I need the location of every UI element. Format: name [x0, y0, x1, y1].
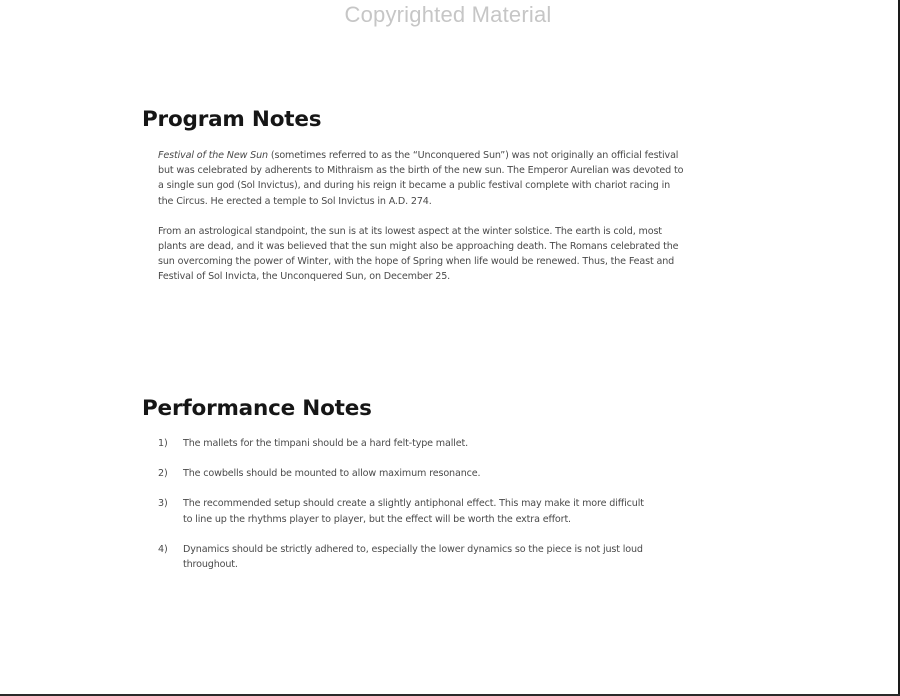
program-notes-paragraph-1-text: (sometimes referred to as the “Unconquered Sun”) was not originally an official festival but was celebrated by adherents to Mithraism as the birth of the new sun. The Emperor Aurelian was devoted to a single sun god (Sol Invictus), and during his reign it became a public festival complete with chariot racing in the Circus. He erected a temple to Sol Invictus in A.D. 274.: [158, 150, 684, 207]
list-item-number: 1): [158, 438, 168, 449]
list-item: [158, 436, 718, 451]
list-item-text: The mallets for the timpani should be a hard felt-type mallet.: [183, 438, 469, 449]
program-notes-heading: Program Notes: [142, 107, 322, 132]
copyright-watermark: Copyrighted Material: [344, 2, 552, 27]
performance-notes-heading: Performance Notes: [142, 396, 372, 421]
list-item-text: The recommended setup should create a slightly antiphonal effect. This may make it more difficult to line up the rhythms player to player, but the effect will be worth the extra effort.: [183, 498, 644, 525]
list-item-text: Dynamics should be strictly adhered to, especially the lower dynamics so the piece is not just loud throughout.: [183, 543, 643, 571]
program-notes-paragraph-1: [158, 148, 738, 209]
list-item-number: 3): [158, 498, 168, 510]
list-item-number: 2): [158, 468, 168, 480]
performance-notes-list: [158, 436, 718, 587]
program-notes-body: [158, 148, 738, 285]
program-notes-paragraph-2: From an astrological standpoint, the sun is at its lowest aspect at the winter solstice. The earth is cold, most plants are dead, and it was believed that the sun might also be approaching death. The Romans celebrated the sun overcoming the power of Winter, with the hope of Spring when life would be renewed. Thus, the Feast and Festival of Sol Invicta, the Unconquered Sun, on December 25.: [158, 225, 679, 283]
list-item: [158, 542, 718, 572]
list-item-number: 4): [158, 543, 168, 555]
list-item-text: The cowbells should be mounted to allow maximum resonance.: [183, 468, 481, 480]
piece-title: Festival of the New Sun: [158, 150, 268, 161]
list-item: [158, 466, 718, 481]
list-item: [158, 496, 718, 526]
